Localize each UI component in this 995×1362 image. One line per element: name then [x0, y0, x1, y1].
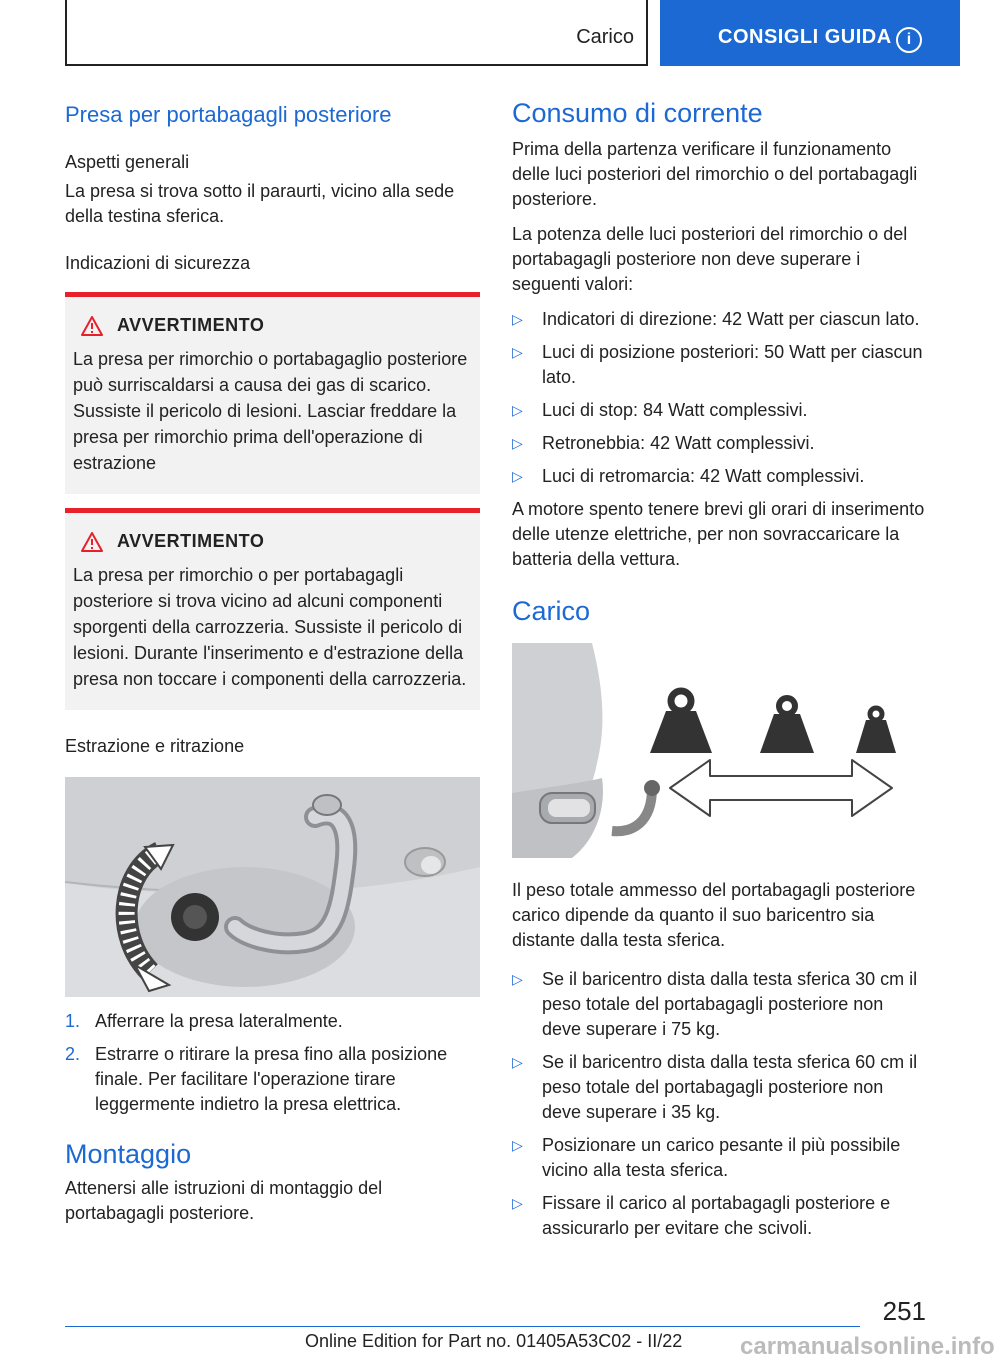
warning-text: La presa per rimorchio o portabagaglio posteriore può surriscaldarsi a causa dei gas di scarico. Sussiste il pericolo di lesioni. Lasciar freddare la presa per rimorchio prima dell'operazione di estrazione — [73, 349, 468, 473]
load-rules-list — [512, 967, 927, 1241]
warning-title: AVVERTIMENTO — [117, 315, 265, 335]
list-item — [512, 967, 927, 1042]
load-text: Il peso totale ammesso del portabagagli posteriore carico dipende da quanto il suo baricentro sia distante dalla testa sferica. — [512, 880, 916, 950]
warning-triangle-icon — [81, 316, 103, 336]
list-item-text: Retronebbia: 42 Watt complessivi. — [542, 433, 815, 453]
watermark: carmanualsonline.info — [740, 1333, 995, 1360]
list-item-text: Fissare il carico al portabagagli posteriore e assicurarlo per evitare che scivoli. — [542, 1193, 891, 1238]
warning-box-heat — [65, 292, 480, 494]
list-item — [512, 1050, 927, 1125]
general-text: La presa si trova sotto il paraurti, vicino alla sede della testina sferica. — [65, 181, 455, 226]
list-item — [512, 431, 927, 456]
bullet-triangle-icon: ▷ — [512, 344, 523, 360]
step-number: 2. — [65, 1044, 81, 1064]
header-left-rule — [65, 0, 67, 66]
header-rule — [65, 64, 648, 66]
step-text: Estrarre o ritirare la presa fino alla posizione finale. Per facilitare l'operazione tirare leggermente indietro la presa elettrica. — [95, 1044, 448, 1114]
step-item — [65, 1009, 480, 1034]
warning-title: AVVERTIMENTO — [117, 531, 265, 551]
info-icon: i — [896, 27, 922, 53]
footer-edition: Online Edition for Part no. 01405A53C02 - II/22 — [305, 1331, 683, 1351]
assembly-text: Attenersi alle istruzioni di montaggio del portabagagli posteriore. — [65, 1178, 383, 1223]
bullet-triangle-icon: ▷ — [512, 435, 523, 451]
list-item-text: Posizionare un carico pesante il più possibile vicino alla testa sferica. — [542, 1135, 901, 1180]
bullet-triangle-icon: ▷ — [512, 971, 523, 987]
step-number: 1. — [65, 1011, 81, 1031]
bullet-triangle-icon: ▷ — [512, 1137, 523, 1153]
bullet-triangle-icon: ▷ — [512, 402, 523, 418]
section-heading-assembly: Montaggio — [65, 1139, 192, 1169]
list-item-text: Se il baricentro dista dalla testa sferica 60 cm il peso totale del portabagagli posteriore non deve superare i 35 kg. — [542, 1052, 918, 1122]
list-item-text: Se il baricentro dista dalla testa sferica 30 cm il peso totale del portabagagli posteriore non deve superare i 75 kg. — [542, 969, 918, 1039]
socket-extraction-illustration — [65, 777, 480, 997]
warning-header — [81, 531, 472, 552]
bullet-triangle-icon: ▷ — [512, 1195, 523, 1211]
page-number: 251 — [882, 1296, 926, 1326]
consumption-text-1: Prima della partenza verificare il funzionamento delle luci posteriori del rimorchio o del portabagagli posteriore. — [512, 139, 918, 209]
header-right-rule — [646, 0, 648, 66]
subheading-general: Aspetti generali — [65, 152, 190, 172]
header-chapter-title: CONSIGLI GUIDA — [718, 26, 892, 48]
step-text: Afferrare la presa lateralmente. — [95, 1011, 343, 1031]
warning-text: La presa per rimorchio o per portabagagli posteriore si trova vicino ad alcuni componenti sporgenti della carrozzeria. Sussiste il pericolo di lesioni. Durante l'inserimento e d'estrazione della presa non toccare i componenti della carrozzeria. — [73, 565, 467, 689]
list-item — [512, 1133, 927, 1183]
bullet-triangle-icon: ▷ — [512, 1054, 523, 1070]
subheading-safety: Indicazioni di sicurezza — [65, 253, 251, 273]
list-item — [512, 307, 927, 332]
subheading-extraction: Estrazione e ritrazione — [65, 736, 245, 756]
power-limits-list — [512, 307, 927, 489]
warning-header — [81, 315, 472, 336]
section-heading-socket: Presa per portabagagli posteriore — [65, 102, 392, 127]
list-item — [512, 340, 927, 390]
list-item-text: Luci di retromarcia: 42 Watt complessivi. — [542, 466, 865, 486]
list-item — [512, 398, 927, 423]
warning-triangle-icon — [81, 532, 103, 552]
list-item-text: Indicatori di direzione: 42 Watt per ciascun lato. — [542, 309, 920, 329]
load-weights-illustration — [512, 643, 927, 858]
section-heading-consumption: Consumo di corrente — [512, 98, 763, 128]
bullet-triangle-icon: ▷ — [512, 468, 523, 484]
list-item-text: Luci di posizione posteriori: 50 Watt per ciascun lato. — [542, 342, 923, 387]
extraction-steps — [65, 1009, 480, 1117]
header-section-title: Carico — [576, 26, 634, 48]
right-column — [512, 98, 927, 1249]
left-column — [65, 98, 480, 1226]
list-item — [512, 464, 927, 489]
bullet-triangle-icon: ▷ — [512, 311, 523, 327]
list-item — [512, 1191, 927, 1241]
step-item — [65, 1042, 480, 1117]
section-heading-load: Carico — [512, 596, 591, 626]
warning-box-bodywork — [65, 508, 480, 710]
consumption-text-3: A motore spento tenere brevi gli orari di inserimento delle utenze elettriche, per non sovraccaricare la batteria della vettura. — [512, 499, 925, 569]
list-item-text: Luci di stop: 84 Watt complessivi. — [542, 400, 808, 420]
consumption-text-2: La potenza delle luci posteriori del rimorchio o del portabagagli posteriore non deve superare i seguenti valori: — [512, 224, 908, 294]
footer-rule — [65, 1326, 860, 1327]
